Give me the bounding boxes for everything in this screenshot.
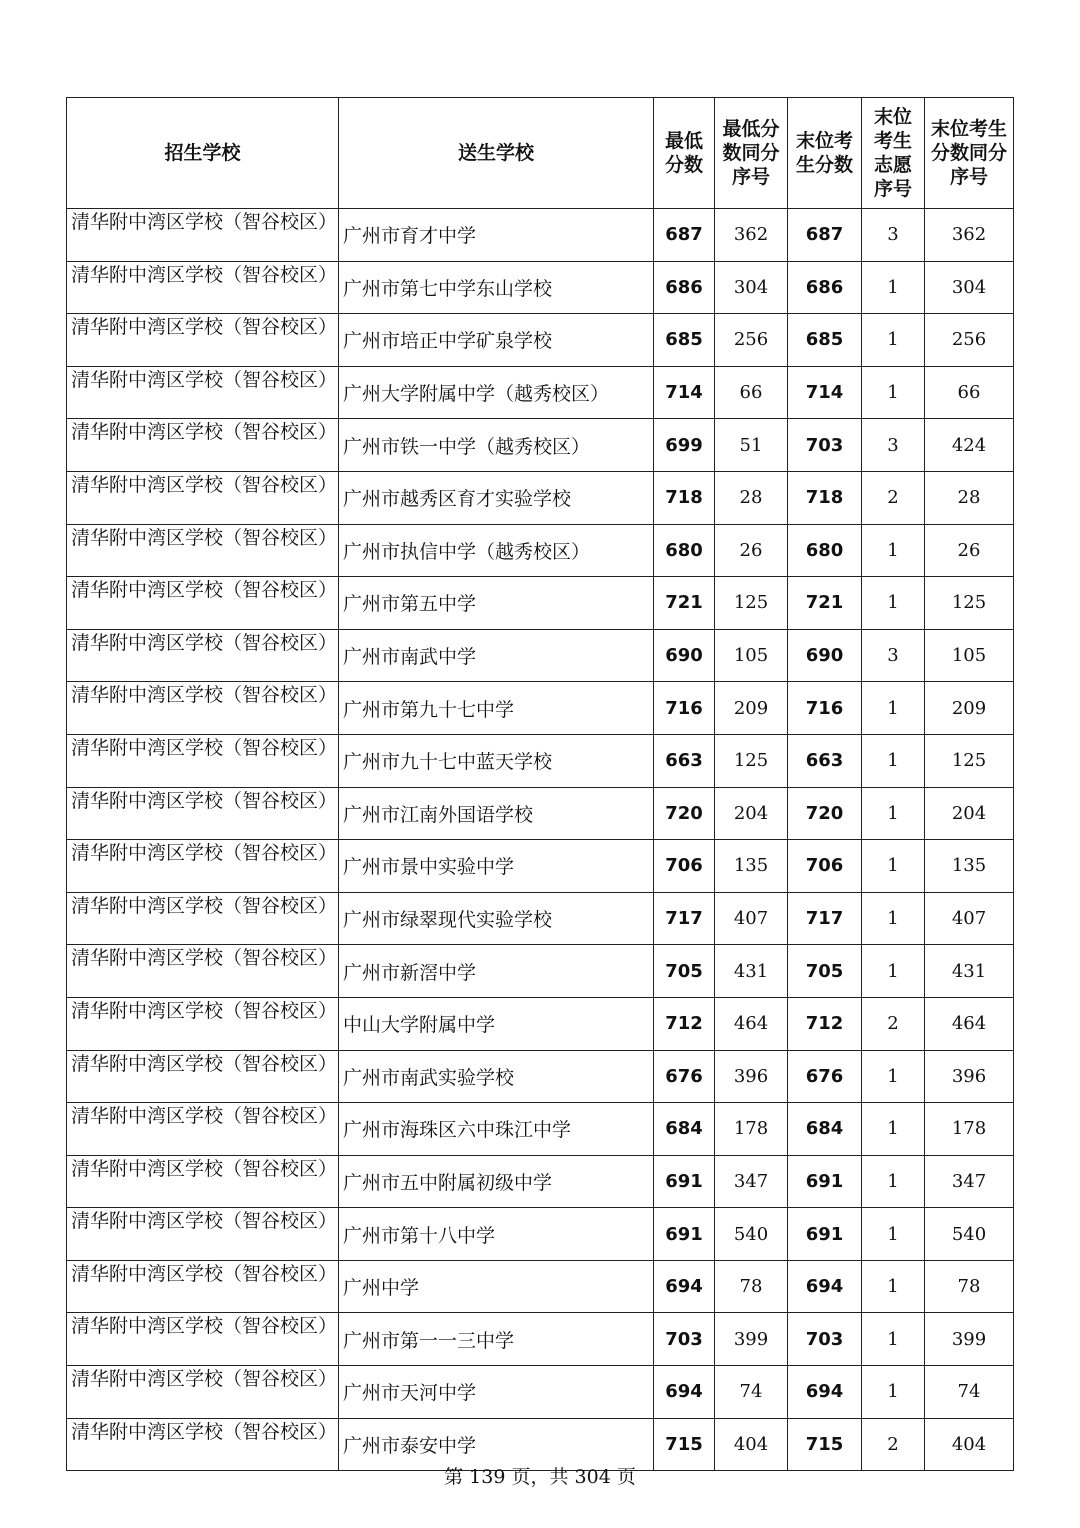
cell-min-rank: 256 bbox=[715, 314, 788, 367]
cell-last-pref: 1 bbox=[862, 366, 925, 419]
cell-last-pref: 1 bbox=[862, 787, 925, 840]
cell-last-pref: 1 bbox=[862, 314, 925, 367]
cell-school: 清华附中湾区学校（智谷校区） bbox=[67, 997, 339, 1050]
cell-last-score: 712 bbox=[788, 997, 862, 1050]
cell-sender: 广州市景中实验中学 bbox=[339, 840, 654, 893]
cell-min-score: 717 bbox=[654, 892, 715, 945]
cell-min-rank: 178 bbox=[715, 1103, 788, 1156]
cell-last-rank: 105 bbox=[925, 629, 1014, 682]
cell-last-pref: 1 bbox=[862, 945, 925, 998]
cell-min-rank: 540 bbox=[715, 1208, 788, 1261]
cell-sender: 广州市江南外国语学校 bbox=[339, 787, 654, 840]
cell-school: 清华附中湾区学校（智谷校区） bbox=[67, 1418, 339, 1471]
cell-min-rank: 362 bbox=[715, 209, 788, 262]
cell-sender: 广州大学附属中学（越秀校区） bbox=[339, 366, 654, 419]
cell-sender: 广州市执信中学（越秀校区） bbox=[339, 524, 654, 577]
cell-sender: 广州市五中附属初级中学 bbox=[339, 1155, 654, 1208]
cell-min-score: 691 bbox=[654, 1155, 715, 1208]
cell-last-score: 705 bbox=[788, 945, 862, 998]
cell-min-rank: 105 bbox=[715, 629, 788, 682]
cell-min-rank: 431 bbox=[715, 945, 788, 998]
table-row bbox=[67, 209, 1014, 262]
cell-sender: 广州市铁一中学（越秀校区） bbox=[339, 419, 654, 472]
cell-last-score: 703 bbox=[788, 1313, 862, 1366]
cell-sender: 广州市绿翠现代实验学校 bbox=[339, 892, 654, 945]
cell-last-score: 684 bbox=[788, 1103, 862, 1156]
cell-last-rank: 347 bbox=[925, 1155, 1014, 1208]
cell-last-pref: 1 bbox=[862, 1366, 925, 1419]
cell-last-score: 706 bbox=[788, 840, 862, 893]
cell-last-pref: 3 bbox=[862, 209, 925, 262]
table-row bbox=[67, 419, 1014, 472]
cell-last-score: 718 bbox=[788, 471, 862, 524]
header-last-score: 末位考 生分数 bbox=[788, 98, 862, 209]
cell-last-score: 694 bbox=[788, 1260, 862, 1313]
cell-last-rank: 204 bbox=[925, 787, 1014, 840]
cell-min-rank: 304 bbox=[715, 261, 788, 314]
cell-school: 清华附中湾区学校（智谷校区） bbox=[67, 419, 339, 472]
cell-school: 清华附中湾区学校（智谷校区） bbox=[67, 682, 339, 735]
cell-min-score: 703 bbox=[654, 1313, 715, 1366]
cell-last-score: 685 bbox=[788, 314, 862, 367]
header-row bbox=[67, 98, 1014, 209]
cell-school: 清华附中湾区学校（智谷校区） bbox=[67, 524, 339, 577]
cell-min-score: 680 bbox=[654, 524, 715, 577]
cell-last-pref: 3 bbox=[862, 419, 925, 472]
table-row bbox=[67, 892, 1014, 945]
cell-last-score: 687 bbox=[788, 209, 862, 262]
cell-min-score: 687 bbox=[654, 209, 715, 262]
cell-school: 清华附中湾区学校（智谷校区） bbox=[67, 1208, 339, 1261]
cell-school: 清华附中湾区学校（智谷校区） bbox=[67, 1366, 339, 1419]
cell-min-rank: 464 bbox=[715, 997, 788, 1050]
cell-min-score: 714 bbox=[654, 366, 715, 419]
cell-last-rank: 399 bbox=[925, 1313, 1014, 1366]
cell-min-rank: 407 bbox=[715, 892, 788, 945]
cell-last-pref: 1 bbox=[862, 840, 925, 893]
cell-sender: 广州市海珠区六中珠江中学 bbox=[339, 1103, 654, 1156]
cell-min-rank: 399 bbox=[715, 1313, 788, 1366]
cell-last-score: 716 bbox=[788, 682, 862, 735]
cell-min-score: 686 bbox=[654, 261, 715, 314]
cell-school: 清华附中湾区学校（智谷校区） bbox=[67, 314, 339, 367]
cell-school: 清华附中湾区学校（智谷校区） bbox=[67, 1155, 339, 1208]
cell-last-score: 715 bbox=[788, 1418, 862, 1471]
table-row bbox=[67, 1103, 1014, 1156]
cell-school: 清华附中湾区学校（智谷校区） bbox=[67, 577, 339, 630]
cell-school: 清华附中湾区学校（智谷校区） bbox=[67, 1260, 339, 1313]
cell-school: 清华附中湾区学校（智谷校区） bbox=[67, 1050, 339, 1103]
table-row bbox=[67, 314, 1014, 367]
cell-min-rank: 404 bbox=[715, 1418, 788, 1471]
cell-last-score: 703 bbox=[788, 419, 862, 472]
cell-school: 清华附中湾区学校（智谷校区） bbox=[67, 261, 339, 314]
cell-last-rank: 135 bbox=[925, 840, 1014, 893]
cell-last-score: 691 bbox=[788, 1155, 862, 1208]
cell-last-score: 686 bbox=[788, 261, 862, 314]
cell-last-rank: 540 bbox=[925, 1208, 1014, 1261]
table-row bbox=[67, 1313, 1014, 1366]
cell-last-pref: 3 bbox=[862, 629, 925, 682]
cell-last-rank: 396 bbox=[925, 1050, 1014, 1103]
cell-last-pref: 2 bbox=[862, 997, 925, 1050]
cell-min-rank: 209 bbox=[715, 682, 788, 735]
cell-last-rank: 66 bbox=[925, 366, 1014, 419]
table-row bbox=[67, 1050, 1014, 1103]
header-min-score: 最低 分数 bbox=[654, 98, 715, 209]
cell-last-rank: 304 bbox=[925, 261, 1014, 314]
table-row bbox=[67, 840, 1014, 893]
cell-last-pref: 1 bbox=[862, 1208, 925, 1261]
cell-last-pref: 1 bbox=[862, 892, 925, 945]
cell-min-score: 684 bbox=[654, 1103, 715, 1156]
cell-last-score: 714 bbox=[788, 366, 862, 419]
table-row bbox=[67, 1208, 1014, 1261]
table-row bbox=[67, 577, 1014, 630]
cell-last-rank: 178 bbox=[925, 1103, 1014, 1156]
cell-sender: 广州市新滘中学 bbox=[339, 945, 654, 998]
cell-last-pref: 1 bbox=[862, 1155, 925, 1208]
cell-last-score: 717 bbox=[788, 892, 862, 945]
cell-last-pref: 1 bbox=[862, 261, 925, 314]
cell-school: 清华附中湾区学校（智谷校区） bbox=[67, 1103, 339, 1156]
cell-last-pref: 1 bbox=[862, 524, 925, 577]
cell-min-rank: 74 bbox=[715, 1366, 788, 1419]
table-row bbox=[67, 366, 1014, 419]
cell-school: 清华附中湾区学校（智谷校区） bbox=[67, 629, 339, 682]
cell-min-score: 721 bbox=[654, 577, 715, 630]
cell-school: 清华附中湾区学校（智谷校区） bbox=[67, 1313, 339, 1366]
cell-min-rank: 204 bbox=[715, 787, 788, 840]
cell-last-pref: 1 bbox=[862, 1313, 925, 1366]
cell-min-rank: 66 bbox=[715, 366, 788, 419]
cell-sender: 中山大学附属中学 bbox=[339, 997, 654, 1050]
cell-min-score: 705 bbox=[654, 945, 715, 998]
table-row bbox=[67, 471, 1014, 524]
cell-sender: 广州市第一一三中学 bbox=[339, 1313, 654, 1366]
cell-school: 清华附中湾区学校（智谷校区） bbox=[67, 787, 339, 840]
cell-sender: 广州中学 bbox=[339, 1260, 654, 1313]
cell-last-rank: 407 bbox=[925, 892, 1014, 945]
cell-sender: 广州市泰安中学 bbox=[339, 1418, 654, 1471]
cell-school: 清华附中湾区学校（智谷校区） bbox=[67, 366, 339, 419]
cell-last-rank: 78 bbox=[925, 1260, 1014, 1313]
cell-min-rank: 396 bbox=[715, 1050, 788, 1103]
cell-min-rank: 28 bbox=[715, 471, 788, 524]
table-row bbox=[67, 629, 1014, 682]
cell-min-score: 720 bbox=[654, 787, 715, 840]
cell-last-rank: 464 bbox=[925, 997, 1014, 1050]
cell-min-score: 676 bbox=[654, 1050, 715, 1103]
cell-last-pref: 1 bbox=[862, 577, 925, 630]
cell-sender: 广州市南武实验学校 bbox=[339, 1050, 654, 1103]
cell-last-rank: 125 bbox=[925, 577, 1014, 630]
cell-min-score: 706 bbox=[654, 840, 715, 893]
cell-last-rank: 431 bbox=[925, 945, 1014, 998]
table-row bbox=[67, 261, 1014, 314]
cell-school: 清华附中湾区学校（智谷校区） bbox=[67, 945, 339, 998]
cell-school: 清华附中湾区学校（智谷校区） bbox=[67, 734, 339, 787]
cell-last-rank: 74 bbox=[925, 1366, 1014, 1419]
cell-min-rank: 347 bbox=[715, 1155, 788, 1208]
cell-school: 清华附中湾区学校（智谷校区） bbox=[67, 892, 339, 945]
cell-min-score: 691 bbox=[654, 1208, 715, 1261]
cell-last-score: 721 bbox=[788, 577, 862, 630]
cell-min-score: 718 bbox=[654, 471, 715, 524]
table-row bbox=[67, 682, 1014, 735]
table-row bbox=[67, 1155, 1014, 1208]
cell-last-pref: 1 bbox=[862, 734, 925, 787]
cell-last-rank: 125 bbox=[925, 734, 1014, 787]
cell-min-rank: 78 bbox=[715, 1260, 788, 1313]
cell-last-pref: 2 bbox=[862, 471, 925, 524]
cell-sender: 广州市南武中学 bbox=[339, 629, 654, 682]
table-row bbox=[67, 524, 1014, 577]
page-footer: 第 139 页，共 304 页 bbox=[444, 1466, 636, 1488]
cell-last-score: 694 bbox=[788, 1366, 862, 1419]
cell-last-rank: 404 bbox=[925, 1418, 1014, 1471]
admission-table bbox=[66, 97, 1014, 1471]
cell-last-rank: 424 bbox=[925, 419, 1014, 472]
cell-sender: 广州市第九十七中学 bbox=[339, 682, 654, 735]
header-last-rank: 末位考生 分数同分 序号 bbox=[925, 98, 1014, 209]
cell-min-score: 712 bbox=[654, 997, 715, 1050]
header-min-rank: 最低分 数同分 序号 bbox=[715, 98, 788, 209]
cell-sender: 广州市第五中学 bbox=[339, 577, 654, 630]
cell-min-score: 715 bbox=[654, 1418, 715, 1471]
cell-last-rank: 28 bbox=[925, 471, 1014, 524]
cell-min-score: 685 bbox=[654, 314, 715, 367]
cell-sender: 广州市第七中学东山学校 bbox=[339, 261, 654, 314]
cell-last-score: 680 bbox=[788, 524, 862, 577]
table-row bbox=[67, 997, 1014, 1050]
cell-last-rank: 362 bbox=[925, 209, 1014, 262]
cell-last-score: 691 bbox=[788, 1208, 862, 1261]
cell-last-score: 663 bbox=[788, 734, 862, 787]
cell-last-rank: 26 bbox=[925, 524, 1014, 577]
table-row bbox=[67, 787, 1014, 840]
cell-min-rank: 125 bbox=[715, 734, 788, 787]
cell-min-score: 663 bbox=[654, 734, 715, 787]
header-last-pref: 末位 考生 志愿 序号 bbox=[862, 98, 925, 209]
cell-min-rank: 26 bbox=[715, 524, 788, 577]
header-school: 招生学校 bbox=[67, 98, 339, 209]
cell-min-rank: 51 bbox=[715, 419, 788, 472]
cell-min-rank: 135 bbox=[715, 840, 788, 893]
cell-school: 清华附中湾区学校（智谷校区） bbox=[67, 209, 339, 262]
cell-min-score: 694 bbox=[654, 1366, 715, 1419]
cell-last-pref: 1 bbox=[862, 1103, 925, 1156]
table-row bbox=[67, 734, 1014, 787]
cell-last-pref: 1 bbox=[862, 1050, 925, 1103]
cell-min-score: 690 bbox=[654, 629, 715, 682]
cell-sender: 广州市第十八中学 bbox=[339, 1208, 654, 1261]
cell-min-rank: 125 bbox=[715, 577, 788, 630]
cell-sender: 广州市培正中学矿泉学校 bbox=[339, 314, 654, 367]
table-row bbox=[67, 1366, 1014, 1419]
cell-sender: 广州市越秀区育才实验学校 bbox=[339, 471, 654, 524]
cell-last-score: 720 bbox=[788, 787, 862, 840]
cell-school: 清华附中湾区学校（智谷校区） bbox=[67, 471, 339, 524]
cell-sender: 广州市九十七中蓝天学校 bbox=[339, 734, 654, 787]
cell-last-score: 676 bbox=[788, 1050, 862, 1103]
cell-sender: 广州市天河中学 bbox=[339, 1366, 654, 1419]
cell-last-rank: 256 bbox=[925, 314, 1014, 367]
cell-last-rank: 209 bbox=[925, 682, 1014, 735]
cell-last-pref: 1 bbox=[862, 682, 925, 735]
cell-min-score: 699 bbox=[654, 419, 715, 472]
cell-last-pref: 2 bbox=[862, 1418, 925, 1471]
cell-min-score: 716 bbox=[654, 682, 715, 735]
cell-school: 清华附中湾区学校（智谷校区） bbox=[67, 840, 339, 893]
cell-sender: 广州市育才中学 bbox=[339, 209, 654, 262]
cell-last-pref: 1 bbox=[862, 1260, 925, 1313]
table-row bbox=[67, 1260, 1014, 1313]
cell-last-score: 690 bbox=[788, 629, 862, 682]
header-sender: 送生学校 bbox=[339, 98, 654, 209]
cell-min-score: 694 bbox=[654, 1260, 715, 1313]
table-row bbox=[67, 945, 1014, 998]
